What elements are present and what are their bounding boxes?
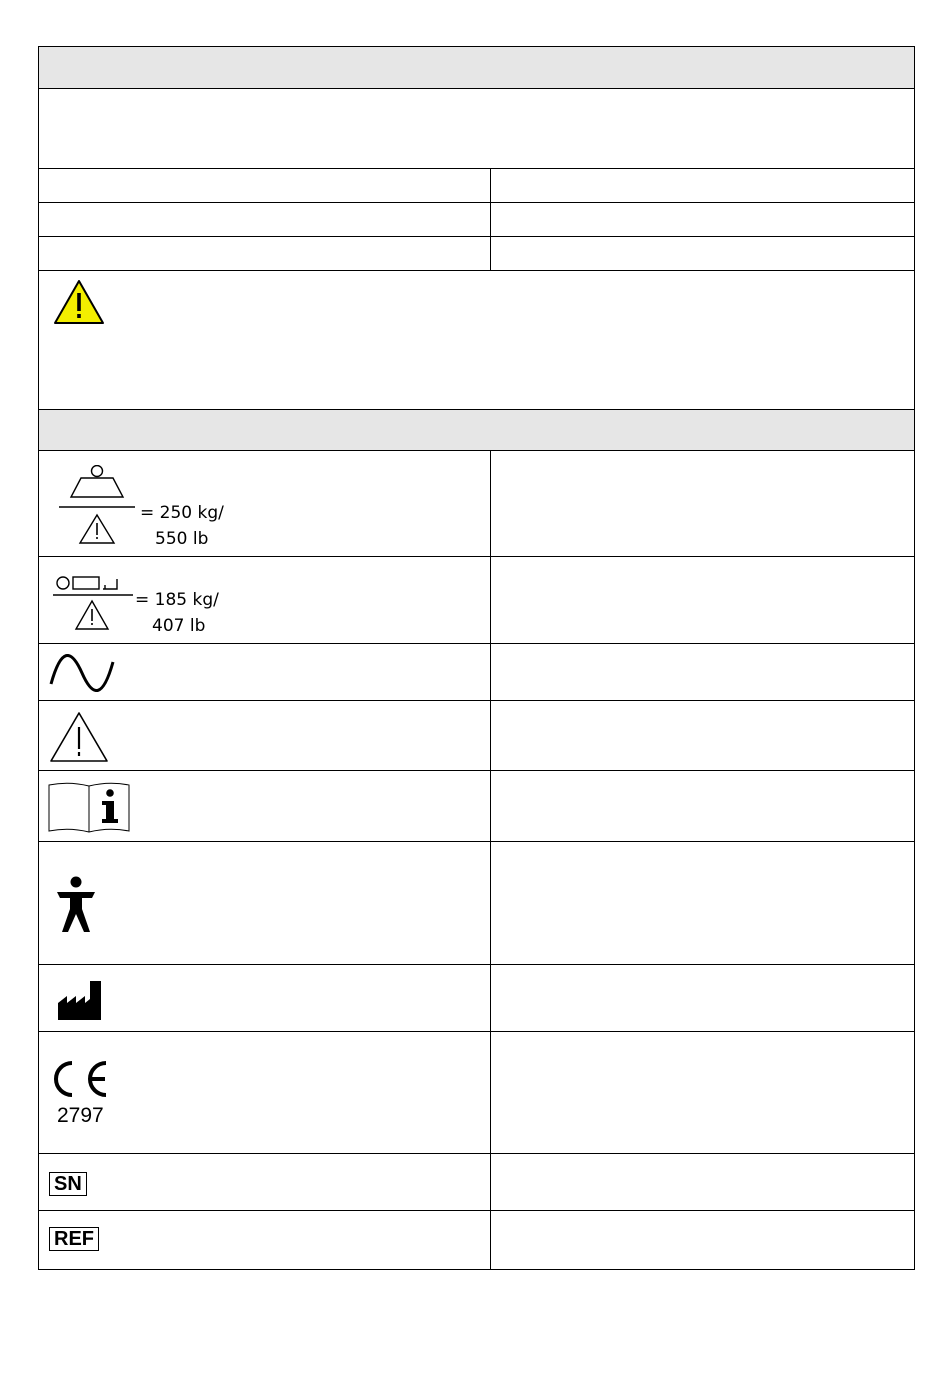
symbol-row-reference: [39, 1211, 914, 1269]
patient-weight-kg: = 185 kg/: [135, 590, 219, 610]
alternating-current-icon: [49, 654, 115, 692]
symbol-row-safe-working-load: [39, 451, 914, 557]
info-row-2: [39, 203, 914, 237]
section-header-1: [39, 47, 914, 89]
symbol-row-serial-number: [39, 1154, 914, 1211]
serial-number-symbol: SN: [49, 1172, 87, 1196]
symbol-row-consult-instructions: [39, 771, 914, 842]
symbol-row-alternating-current: [39, 644, 914, 701]
consult-instructions-icon: [47, 781, 131, 835]
safe-working-load-icon: [57, 465, 137, 545]
warning-triangle-yellow-icon: [53, 279, 105, 325]
ce-notified-body-number: 2797: [57, 1104, 104, 1127]
type-b-applied-part-icon: [51, 876, 101, 934]
document-table: [38, 46, 915, 1270]
ce-mark-icon: [53, 1060, 111, 1098]
info-row-3: [39, 237, 914, 271]
info-row-1: [39, 169, 914, 203]
swl-weight-lb: 550 lb: [155, 529, 209, 549]
symbol-row-manufacturer: [39, 965, 914, 1032]
symbol-row-type-b-applied-part: [39, 842, 914, 965]
section-header-2: [39, 410, 914, 451]
manufacturer-icon: [57, 979, 103, 1021]
patient-weight-icon: [53, 575, 135, 637]
patient-weight-lb: 407 lb: [152, 616, 206, 636]
reference-number-symbol: REF: [49, 1227, 99, 1251]
caution-icon: [49, 711, 109, 763]
symbol-row-caution: [39, 701, 914, 771]
intro-row: [39, 89, 914, 169]
symbol-row-patient-weight: [39, 557, 914, 644]
symbol-row-ce-mark: [39, 1032, 914, 1154]
swl-weight-kg: = 250 kg/: [140, 503, 224, 523]
warning-row: [39, 271, 914, 410]
